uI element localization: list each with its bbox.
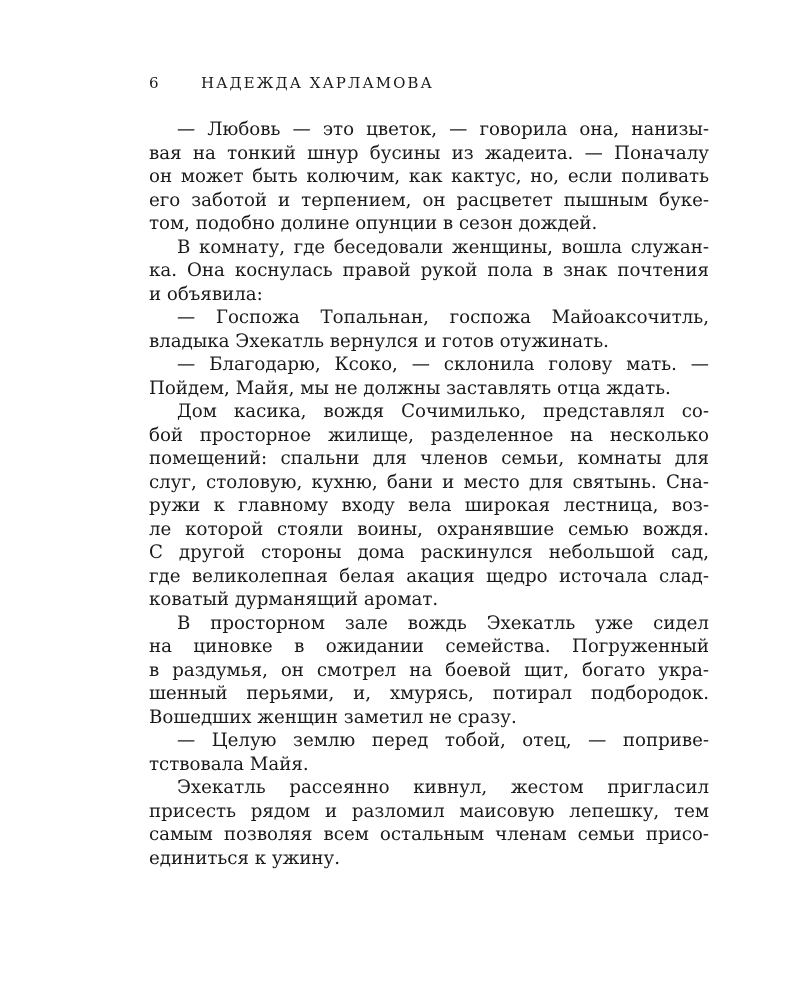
text-line: владыка Эхекатль вернулся и готов отужинать.	[149, 330, 609, 352]
text-line: единиться к ужину.	[149, 847, 341, 869]
text-line: помещений: спальни для членов семьи, комнаты для	[149, 448, 709, 469]
text-line: — Целую землю перед тобой, отец, — поприве-	[177, 730, 709, 751]
author-name: НАДЕЖДА ХАРЛАМОВА	[201, 74, 434, 92]
text-line: где великолепная белая акация щедро источала слад-	[149, 565, 709, 587]
text-line: — Благодарю, Ксоко, — склонила голову мать. —	[177, 354, 709, 375]
text-line: — Госпожа Топальнан, госпожа Майоаксочитль,	[177, 307, 709, 328]
text-line: тствовала Майя.	[149, 753, 309, 775]
text-line: том, подобно долине опунции в сезон дождей.	[149, 213, 598, 234]
text-line: и объявила:	[149, 283, 263, 305]
text-line: он может быть колючим, как кактус, но, если поливать	[149, 166, 709, 187]
text-line: — Любовь — это цветок, — говорила она, нанизы-	[177, 119, 709, 140]
text-line: присесть рядом и разломил маисовую лепешку, тем	[149, 800, 709, 822]
text-line: Эхекатль рассеянно кивнул, жестом пригласил	[177, 777, 709, 798]
text-line: в раздумья, он смотрел на боевой щит, богато укра-	[149, 659, 709, 681]
page-number: 6	[149, 74, 160, 92]
text-line: Пойдем, Майя, мы не должны заставлять отца ждать.	[149, 377, 671, 399]
text-line: бой просторное жилище, разделенное на несколько	[149, 424, 709, 446]
text-line: самым позволяя всем остальным членам семьи присо-	[149, 824, 709, 845]
text-line: на циновке в ожидании семейства. Погруженный	[149, 636, 709, 657]
text-line: В комнату, где беседовали женщины, вошла служан-	[177, 236, 709, 258]
text-line: слуг, столовую, кухню, бани и место для святынь. Сна-	[149, 471, 709, 493]
text-line: С другой стороны дома раскинулся небольшой сад,	[149, 542, 709, 563]
text-line: шенный перьями, и, хмурясь, потирал подбородок.	[149, 683, 709, 704]
text-line: коватый дурманящий аромат.	[149, 589, 439, 610]
text-line: его заботой и терпением, он расцветет пышным буке-	[149, 189, 709, 211]
text-line: ле которой стояли воины, охранявшие семью вождя.	[149, 518, 709, 540]
text-line: Вошедших женщин заметил не сразу.	[149, 706, 517, 728]
body-text	[149, 118, 709, 870]
text-line: Дом касика, вождя Сочимилько, представлял со-	[177, 401, 709, 422]
text-line: В просторном зале вождь Эхекатль уже сидел	[177, 612, 709, 634]
text-line: ружи к главному входу вела широкая лестница, воз-	[149, 495, 709, 516]
text-line: ка. Она коснулась правой рукой пола в знак почтения	[149, 260, 709, 281]
text-line: вая на тонкий шнур бусины из жадеита. — Поначалу	[149, 142, 709, 164]
running-head	[149, 74, 709, 96]
